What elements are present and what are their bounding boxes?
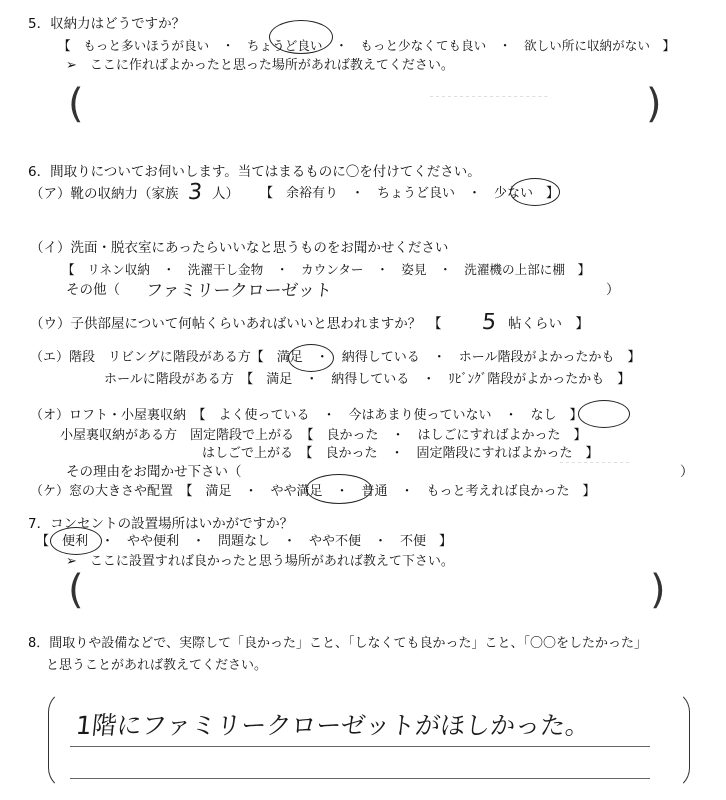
q7-answer-bracket-left: (	[68, 567, 84, 613]
q6-a-unit: 人）	[212, 186, 239, 202]
q6-ke-choice-circle	[306, 474, 372, 504]
q5-answer-bracket-right: )	[646, 81, 662, 127]
q6-e-line1: （エ）階段 リビングに階段がある方【 満足 ・ 納得している ・ ホール階段がよかったかも 】	[30, 350, 641, 365]
q7-prompt: ➢ ここに設置すれば良かったと思う場所があれば教えて下さい。	[66, 554, 454, 569]
q5-choice-circle	[269, 20, 333, 54]
q5-options: 【 もっと多いほうが良い ・ ちょうど良い ・ もっと少なくても良い ・ 欲しい所に収納がない 】	[58, 38, 676, 53]
q6-i-options: 【 リネン収納 ・ 洗濯干し金物 ・ カウンター ・ 姿見 ・ 洗濯機の上部に棚 】	[62, 262, 591, 277]
q6-e-line2: ホールに階段がある方 【 満足 ・ 納得している ・ ﾘﾋﾞﾝｸﾞ階段がよかったかも 】	[104, 372, 631, 387]
q7-answer-bracket-right: )	[650, 567, 666, 613]
q8-answer-underline-2	[70, 778, 650, 779]
q6-o-reason-close: ）	[680, 464, 694, 480]
q6-u-value: 5	[480, 310, 498, 335]
q6-u-unit: 帖くらい 】	[508, 316, 589, 332]
q6-a-label: （ア）靴の収納力（家族	[30, 186, 179, 202]
q6-o-choice-circle	[578, 400, 630, 428]
bleed-through-text: ╴╴╴╴╴╴╴╴╴╴╴╴	[560, 458, 633, 469]
q6-o-line2: 小屋裏収納がある方 固定階段で上がる 【 良かった ・ はしごにすればよかった 】	[60, 428, 587, 443]
q5-title: 5．収納力はどうですか？	[28, 16, 186, 32]
q6-o-line3: はしごで上がる 【 良かった ・ 固定階段にすればよかった 】	[202, 446, 599, 461]
q6-i-other-close: ）	[606, 282, 620, 298]
q8-line1: 8．間取りや設備などで、実際して「良かった」こと、「しなくても良かった」こと、「〇〇をしたかった」	[28, 636, 648, 651]
bleed-through-text: ╴╴╴╴╴╴╴╴╴╴╴╴╴╴╴╴╴╴╴╴	[430, 92, 551, 103]
q6-title: 6．間取りについてお伺いします。当てはまるものに〇を付けてください。	[28, 164, 481, 180]
q7-title: 7．コンセントの設置場所はいかがですか？	[28, 516, 294, 532]
q6-a-choice-circle	[510, 178, 560, 206]
q8-answer-underline-1	[70, 746, 650, 747]
q6-i-label: （イ）洗面・脱衣室にあったらいいなと思うものをお聞かせください	[30, 240, 449, 256]
q6-a-family-count: 3	[186, 180, 204, 205]
q6-u-label: （ウ）子供部屋について何帖くらいあればいいと思われますか？ 【	[30, 316, 442, 332]
q6-e-choice-circle	[288, 344, 334, 372]
q6-o-line1: （オ）ロフト・小屋裏収納 【 よく使っている ・ 今はあまり使っていない ・ なし 】	[30, 408, 583, 423]
q8-line2: と思うことがあれば教えてください。	[46, 658, 268, 673]
q5-prompt: ➢ ここに作ればよかったと思った場所があれば教えてください。	[66, 58, 454, 73]
q6-o-reason-label: その理由をお聞かせ下さい（	[66, 464, 242, 480]
q6-a-options: 【 余裕有り ・ ちょうど良い ・ 少ない 】	[260, 186, 560, 201]
q6-i-other-value: ファミリークローゼット	[144, 281, 333, 301]
q6-ke-line: （ケ）窓の大きさや配置 【 満足 ・ やや満足 ・ 普通 ・ もっと考えれば良かった 】	[30, 484, 596, 499]
q5-answer-bracket-left: (	[68, 81, 84, 127]
q6-i-other-label: その他（	[66, 282, 120, 298]
q8-answer: 1階にファミリークローゼットがほしかった。	[74, 711, 592, 740]
q7-options: 【 便利 ・ やや便利 ・ 問題なし ・ やや不便 ・ 不便 】	[36, 534, 453, 549]
